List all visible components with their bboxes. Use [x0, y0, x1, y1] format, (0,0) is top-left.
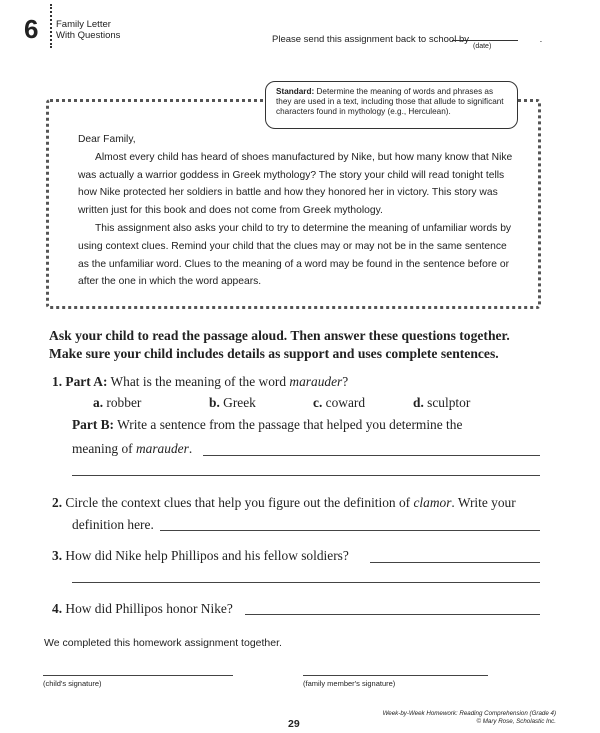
option-c[interactable]: [313, 394, 365, 412]
question-1-part-a: [52, 373, 348, 391]
instructions-line1: Ask your child to read the passage aloud. Then answer these questions together.: [49, 328, 510, 343]
unit-number: 6: [24, 14, 39, 44]
unit-title-line2: With Questions: [56, 30, 121, 41]
letter-paragraph-2: This assignment also asks your child to try to determine the meaning of unfamiliar words by using context clues. Remind your child that the clues may or may not be in the same sentence as the unfamiliar word. Clues to the meaning of a word may be found in the sentence before or after the one in which the word appears.: [78, 222, 512, 288]
part-b-label: Part B:: [72, 417, 115, 432]
question-2-word: clamor: [413, 495, 452, 510]
family-signature-line[interactable]: [303, 675, 488, 676]
question-number: 4.: [52, 601, 63, 616]
family-signature-label: (family member's signature): [303, 679, 396, 688]
part-b-text2: meaning of: [72, 441, 133, 456]
footer-credit-line1: Week-by-Week Homework: Reading Comprehension (Grade 4): [382, 710, 556, 717]
option-letter: c.: [313, 395, 323, 410]
part-b-end: .: [188, 441, 193, 456]
date-label: (date): [473, 43, 492, 50]
signature-note: We completed this homework assignment together.: [44, 637, 282, 649]
letter-greeting: Dear Family,: [78, 134, 136, 145]
answer-line[interactable]: [245, 614, 540, 615]
letter-paragraph-1: Almost every child has heard of shoes manufactured by Nike, but how many know that Nike was actually a warrior goddess in Greek mythology? The story your child will read tonight tells how Nike protected her soldiers in battle and how they honored her in victory. This story was written just for this book and does not come from Greek mythology.: [78, 151, 513, 217]
part-a-word: marauder: [289, 374, 343, 389]
date-blank[interactable]: [452, 40, 518, 41]
part-b-word: marauder: [135, 441, 189, 456]
page-number: 29: [288, 718, 300, 730]
option-text: coward: [325, 395, 366, 410]
footer-credit: [360, 710, 556, 726]
child-signature-line[interactable]: [43, 675, 233, 676]
unit-title: [56, 19, 120, 41]
option-text: robber: [106, 395, 142, 410]
option-a[interactable]: [93, 394, 141, 412]
standard-label: Standard:: [276, 87, 315, 96]
option-text: sculptor: [427, 395, 471, 410]
question-3-text: How did Nike help Phillipos and his fellow soldiers?: [65, 548, 349, 563]
standard-box: [265, 81, 518, 129]
instructions-line2: Make sure your child includes details as support and uses complete sentences.: [49, 346, 499, 362]
question-2-text: Circle the context clues that help you figure out the definition of: [65, 495, 411, 510]
part-a-end: ?: [342, 374, 349, 389]
option-letter: a.: [93, 395, 104, 410]
instructions: [49, 327, 559, 364]
question-2-line2: definition here.: [72, 517, 154, 532]
question-number: 1.: [52, 374, 63, 389]
question-2-end: . Write your: [451, 495, 516, 510]
letter-text: [78, 131, 518, 291]
header-divider: [50, 4, 52, 48]
option-d[interactable]: [413, 394, 470, 412]
answer-line[interactable]: [203, 455, 540, 456]
question-4: [52, 600, 233, 618]
send-back-text: Please send this assignment back to school by: [272, 34, 469, 45]
answer-line[interactable]: [72, 582, 540, 583]
child-signature-label: (child's signature): [43, 679, 102, 688]
unit-title-line1: Family Letter: [56, 19, 111, 30]
footer-credit-line2: © Mary Rose, Scholastic Inc.: [476, 718, 556, 725]
part-a-text: What is the meaning of the word: [110, 374, 287, 389]
option-letter: b.: [209, 395, 220, 410]
question-4-text: How did Phillipos honor Nike?: [65, 601, 233, 616]
option-b[interactable]: [209, 394, 256, 412]
question-1-part-b: [72, 416, 462, 434]
question-2: [52, 494, 516, 512]
option-text: Greek: [223, 395, 256, 410]
part-b-text: Write a sentence from the passage that helped you determine the: [117, 417, 463, 432]
answer-line[interactable]: [160, 530, 540, 531]
option-letter: d.: [413, 395, 424, 410]
send-back-end: .: [539, 34, 543, 45]
answer-line[interactable]: [370, 562, 540, 563]
question-number: 3.: [52, 548, 63, 563]
standard-text: Determine the meaning of words and phrases as they are used in a text, including those that allude to significant characters found in mythology (e.g., Herculean).: [276, 87, 504, 117]
part-a-label: Part A:: [65, 374, 108, 389]
question-1-part-b-line2: [72, 440, 192, 458]
question-3: [52, 547, 349, 565]
answer-line[interactable]: [72, 475, 540, 476]
question-number: 2.: [52, 495, 63, 510]
